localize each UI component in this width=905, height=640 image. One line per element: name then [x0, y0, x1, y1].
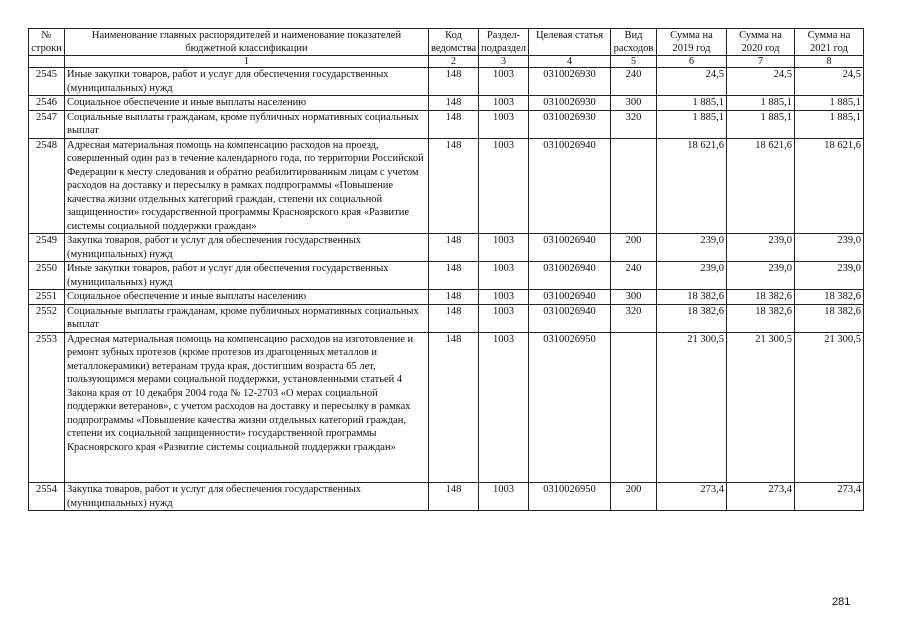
row-name-cell: Социальное обеспечение и иные выплаты населению: [65, 290, 429, 305]
row-name-cell: Социальные выплаты гражданам, кроме публичных нормативных социальных выплат: [65, 110, 429, 138]
row-name-cell: Социальные выплаты гражданам, кроме публичных нормативных социальных выплат: [65, 304, 429, 332]
dept-code-cell: 148: [429, 262, 479, 290]
table-row: [29, 304, 864, 332]
section-cell: 1003: [479, 96, 529, 111]
table-body: [29, 68, 864, 511]
header-expense-type: Вид расходов: [611, 29, 657, 56]
header-row: [29, 29, 864, 56]
target-cell: 0310026940: [529, 138, 611, 234]
column-number: 1: [65, 56, 429, 68]
column-number: 3: [479, 56, 529, 68]
column-number: 5: [611, 56, 657, 68]
row-number-cell: 2551: [29, 290, 65, 305]
row-number-cell: 2546: [29, 96, 65, 111]
expense-type-cell: 240: [611, 262, 657, 290]
dept-code-cell: 148: [429, 110, 479, 138]
sum-2020-cell: 239,0: [727, 234, 795, 262]
expense-type-cell: [611, 332, 657, 483]
sum-2020-cell: 18 621,6: [727, 138, 795, 234]
expense-type-cell: 320: [611, 304, 657, 332]
header-sum-2021: Сумма на 2021 год: [795, 29, 864, 56]
sum-2019-cell: 18 621,6: [657, 138, 727, 234]
sum-2019-cell: 239,0: [657, 262, 727, 290]
column-number: 4: [529, 56, 611, 68]
sum-2021-cell: 273,4: [795, 483, 864, 511]
dept-code-cell: 148: [429, 234, 479, 262]
dept-code-cell: 148: [429, 138, 479, 234]
page-number: 281: [832, 596, 851, 608]
sum-2020-cell: 1 885,1: [727, 96, 795, 111]
table-row: [29, 332, 864, 483]
dept-code-cell: 148: [429, 304, 479, 332]
sum-2019-cell: 239,0: [657, 234, 727, 262]
sum-2019-cell: 1 885,1: [657, 96, 727, 111]
sum-2019-cell: 18 382,6: [657, 304, 727, 332]
expense-type-cell: 320: [611, 110, 657, 138]
section-cell: 1003: [479, 290, 529, 305]
sum-2020-cell: 24,5: [727, 68, 795, 96]
dept-code-cell: 148: [429, 96, 479, 111]
row-name-cell: Иные закупки товаров, работ и услуг для обеспечения государственных (муниципальных) нужд: [65, 68, 429, 96]
column-number-row: [29, 56, 864, 68]
header-sum-2020: Сумма на 2020 год: [727, 29, 795, 56]
expense-type-cell: 300: [611, 290, 657, 305]
expense-type-cell: 200: [611, 234, 657, 262]
target-cell: 0310026930: [529, 68, 611, 96]
sum-2020-cell: 18 382,6: [727, 304, 795, 332]
row-name-cell: Закупка товаров, работ и услуг для обеспечения государственных (муниципальных) нужд: [65, 234, 429, 262]
sum-2021-cell: 1 885,1: [795, 110, 864, 138]
row-number-cell: 2550: [29, 262, 65, 290]
table-row: [29, 262, 864, 290]
dept-code-cell: 148: [429, 290, 479, 305]
target-cell: 0310026950: [529, 483, 611, 511]
table-row: [29, 138, 864, 234]
section-cell: 1003: [479, 304, 529, 332]
section-cell: 1003: [479, 138, 529, 234]
table-row: [29, 96, 864, 111]
sum-2021-cell: 18 621,6: [795, 138, 864, 234]
sum-2020-cell: 239,0: [727, 262, 795, 290]
sum-2020-cell: 273,4: [727, 483, 795, 511]
budget-table: [28, 28, 864, 511]
expense-type-cell: 200: [611, 483, 657, 511]
expense-type-cell: 240: [611, 68, 657, 96]
target-cell: 0310026940: [529, 262, 611, 290]
sum-2021-cell: 18 382,6: [795, 290, 864, 305]
column-number: 2: [429, 56, 479, 68]
row-number-cell: 2554: [29, 483, 65, 511]
sum-2019-cell: 24,5: [657, 68, 727, 96]
section-cell: 1003: [479, 483, 529, 511]
sum-2019-cell: 1 885,1: [657, 110, 727, 138]
sum-2019-cell: 18 382,6: [657, 290, 727, 305]
section-cell: 1003: [479, 110, 529, 138]
sum-2021-cell: 21 300,5: [795, 332, 864, 483]
column-number: 7: [727, 56, 795, 68]
column-number: [29, 56, 65, 68]
table-row: [29, 290, 864, 305]
target-cell: 0310026950: [529, 332, 611, 483]
section-cell: 1003: [479, 262, 529, 290]
table-row: [29, 110, 864, 138]
dept-code-cell: 148: [429, 68, 479, 96]
expense-type-cell: [611, 138, 657, 234]
header-row-no: № строки: [29, 29, 65, 56]
header-target: Целевая статья: [529, 29, 611, 56]
table-row: [29, 68, 864, 96]
row-name-cell: Иные закупки товаров, работ и услуг для обеспечения государственных (муниципальных) нужд: [65, 262, 429, 290]
sum-2021-cell: 239,0: [795, 234, 864, 262]
row-name-cell: Социальное обеспечение и иные выплаты населению: [65, 96, 429, 111]
column-number: 6: [657, 56, 727, 68]
target-cell: 0310026930: [529, 110, 611, 138]
section-cell: 1003: [479, 68, 529, 96]
row-name-cell: Закупка товаров, работ и услуг для обеспечения государственных (муниципальных) нужд: [65, 483, 429, 511]
row-name-cell: Адресная материальная помощь на компенсацию расходов на проезд, совершенный один раз в течение календарного года, по территории Российской Федерации к месту следования и обратно реабилитированным лицам с учетом расходов на доставку и пересылку в рамках подпрограммы «Повышение качества жизни отдельных категорий граждан, степени их социальной защищенности» государственной программы Красноярского края «Развитие системы социальной поддержки граждан»: [65, 138, 429, 234]
table-row: [29, 234, 864, 262]
sum-2021-cell: 1 885,1: [795, 96, 864, 111]
header-name: Наименование главных распорядителей и наименование показателей бюджетной классификации: [65, 29, 429, 56]
row-number-cell: 2547: [29, 110, 65, 138]
dept-code-cell: 148: [429, 332, 479, 483]
sum-2021-cell: 18 382,6: [795, 304, 864, 332]
target-cell: 0310026940: [529, 234, 611, 262]
header-section: Раздел-подраздел: [479, 29, 529, 56]
sum-2021-cell: 239,0: [795, 262, 864, 290]
row-number-cell: 2548: [29, 138, 65, 234]
section-cell: 1003: [479, 332, 529, 483]
expense-type-cell: 300: [611, 96, 657, 111]
sum-2019-cell: 21 300,5: [657, 332, 727, 483]
row-number-cell: 2549: [29, 234, 65, 262]
row-number-cell: 2552: [29, 304, 65, 332]
row-number-cell: 2545: [29, 68, 65, 96]
sum-2019-cell: 273,4: [657, 483, 727, 511]
sum-2021-cell: 24,5: [795, 68, 864, 96]
header-sum-2019: Сумма на 2019 год: [657, 29, 727, 56]
header-dept-code: Код ведомства: [429, 29, 479, 56]
row-number-cell: 2553: [29, 332, 65, 483]
section-cell: 1003: [479, 234, 529, 262]
row-name-cell: Адресная материальная помощь на компенсацию расходов на изготовление и ремонт зубных протезов (кроме протезов из драгоценных металлов и металлокерамики) ветеранам труда края, достигшим возраста 65 лет, пользующимся мерами социальной поддержки, установленными статьей 4 Закона края от 10 декабря 2004 года № 12-2703 «О мерах социальной поддержки ветеранов», с учетом расходов на доставку и пересылку в рамках подпрограммы «Повышение качества жизни отдельных категорий граждан, степени их социальной защищенности» государственной программы Красноярского края «Развитие системы социальной поддержки граждан»: [65, 332, 429, 483]
target-cell: 0310026930: [529, 96, 611, 111]
target-cell: 0310026940: [529, 290, 611, 305]
dept-code-cell: 148: [429, 483, 479, 511]
sum-2020-cell: 18 382,6: [727, 290, 795, 305]
column-number: 8: [795, 56, 864, 68]
sum-2020-cell: 1 885,1: [727, 110, 795, 138]
table-row: [29, 483, 864, 511]
sum-2020-cell: 21 300,5: [727, 332, 795, 483]
target-cell: 0310026940: [529, 304, 611, 332]
